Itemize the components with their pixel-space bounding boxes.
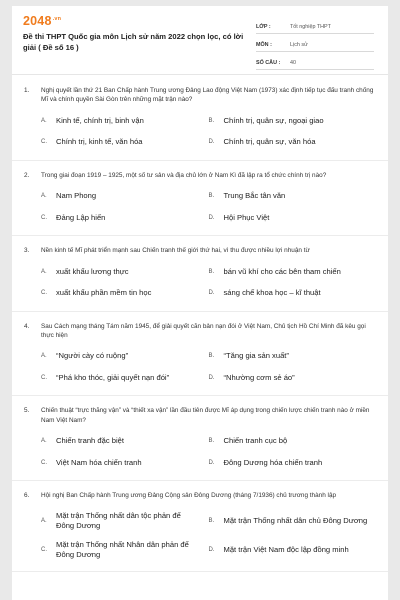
question-text: Nghị quyết lần thứ 21 Ban Chấp hành Trung ương Đảng Lao động Việt Nam (1973) xác định tiếp tục đấu tranh chống Mĩ và chính quyền Sài Gòn trên những mặt trận nào? bbox=[41, 87, 374, 104]
question bbox=[12, 481, 388, 571]
question bbox=[12, 161, 388, 236]
answer-option-b[interactable]: B. Chiến tranh cục bộ bbox=[208, 436, 288, 446]
question-number: 2. bbox=[24, 171, 30, 179]
question-number: 5. bbox=[24, 407, 30, 415]
exam-page bbox=[12, 6, 388, 600]
answer-option-b[interactable]: B. Chính trị, quân sự, ngoại giao bbox=[208, 115, 324, 125]
answer-option-c[interactable]: C. xuất khẩu phần mềm tin học bbox=[41, 288, 152, 298]
answer-option-a[interactable]: A. Nam Phong bbox=[41, 191, 97, 201]
question-text: Sau Cách mạng tháng Tám năm 1945, để giải quyết căn bản nạn đói ở Việt Nam, Chủ tịch Hồ Chí Minh đã kêu gọi thực hiện bbox=[41, 322, 366, 340]
answer-option-a[interactable]: A. Mặt trận Thống nhất dân tộc phản đế Đông Dương bbox=[41, 510, 181, 531]
meta-subject: MÔN : Lịch sử bbox=[256, 36, 374, 52]
question-text: Chiến thuật “trực thăng vận” và “thiết xa vận” lần đầu tiên được Mĩ áp dụng trong chiến lược chiến tranh nào ở miền Nam Việt Nam? bbox=[41, 407, 370, 424]
question-number: 3. bbox=[24, 247, 30, 255]
question-number: 6. bbox=[24, 492, 30, 500]
question bbox=[12, 236, 388, 311]
answer-option-c[interactable]: C. Mặt trận Thống nhất Nhân dân phản đế Đông Dương bbox=[41, 539, 189, 560]
answer-option-c[interactable]: C. Việt Nam hóa chiến tranh bbox=[41, 457, 142, 467]
header-divider bbox=[12, 74, 388, 75]
header bbox=[12, 6, 388, 68]
answer-option-b[interactable]: B. Trung Bắc tân văn bbox=[208, 191, 286, 201]
answer-option-a[interactable]: A. “Người cày có ruộng” bbox=[41, 351, 129, 361]
question-number: 4. bbox=[24, 322, 30, 330]
question-list bbox=[12, 76, 388, 572]
meta-question-count: SỐ CÂU : 40 bbox=[256, 54, 374, 70]
answer-option-c[interactable]: C. Chính trị, kinh tế, văn hóa bbox=[41, 137, 143, 147]
question bbox=[12, 396, 388, 481]
question-text: Trong giai đoạn 1919 – 1925, một số tư sản và địa chủ lớn ở Nam Kì đã lập ra tổ chức chính trị nào? bbox=[41, 171, 327, 179]
question bbox=[12, 76, 388, 161]
answer-option-a[interactable]: A. Chiến tranh đặc biệt bbox=[41, 436, 124, 446]
exam-meta bbox=[256, 18, 374, 70]
answer-option-d[interactable]: D. sáng chế khoa học – kĩ thuật bbox=[208, 288, 321, 298]
meta-grade: LỚP : Tốt nghiệp THPT bbox=[256, 18, 374, 34]
answer-option-d[interactable]: D. Đông Dương hóa chiến tranh bbox=[208, 457, 323, 467]
answer-option-d[interactable]: D. Chính trị, quân sự, văn hóa bbox=[208, 137, 316, 147]
answer-option-d[interactable]: D. Hội Phục Việt bbox=[208, 212, 270, 222]
question-text: Nền kinh tế Mĩ phát triển mạnh sau Chiến tranh thế giới thứ hai, vì thu được nhiều lợi nhuận từ bbox=[41, 247, 310, 255]
answer-option-c[interactable]: C. “Phá kho thóc, giải quyết nạn đói” bbox=[41, 372, 170, 382]
answer-option-b[interactable]: B. bán vũ khí cho các bên tham chiến bbox=[208, 266, 341, 276]
answer-option-a[interactable]: A. Kinh tế, chính trị, binh vận bbox=[41, 115, 144, 125]
question-text: Hội nghị Ban Chấp hành Trung ương Đảng Cộng sản Đông Dương (tháng 7/1936) chủ trương thành lập bbox=[41, 492, 337, 500]
question bbox=[12, 312, 388, 397]
site-logo[interactable]: $2048^{.vn}$ bbox=[23, 14, 62, 28]
document-title: Đề thi THPT Quốc gia môn Lịch sử năm 2022 chọn lọc, có lời giải ( Đề số 16 ) bbox=[23, 32, 244, 52]
answer-option-b[interactable]: B. “Tăng gia sản xuất” bbox=[208, 351, 289, 361]
answer-option-d[interactable]: D. “Nhường cơm sẻ áo” bbox=[208, 372, 295, 382]
answer-option-c[interactable]: C. Đảng Lập hiến bbox=[41, 212, 106, 222]
answer-option-d[interactable]: D. Mặt trận Việt Nam độc lập đồng minh bbox=[208, 544, 349, 554]
question-number: 1. bbox=[24, 87, 30, 94]
answer-option-b[interactable]: B. Mặt trận Thống nhất dân chủ Đông Dương bbox=[208, 515, 368, 525]
answer-option-a[interactable]: A. xuất khẩu lương thực bbox=[41, 266, 129, 276]
